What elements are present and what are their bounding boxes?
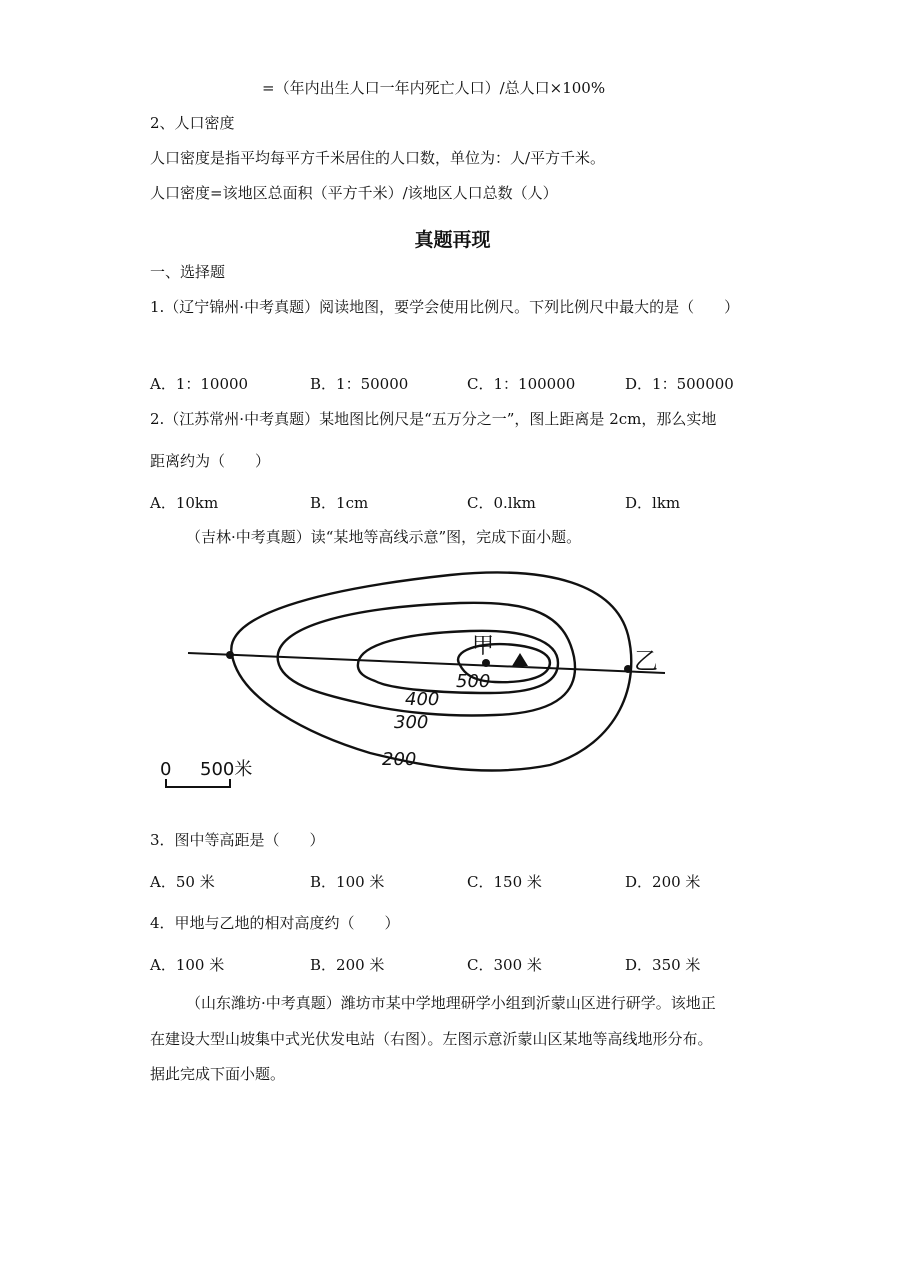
- question-1-option-b[interactable]: B．1：50000: [310, 375, 409, 393]
- question-4-option-c[interactable]: C．300 米: [467, 956, 542, 974]
- question-1-option-d[interactable]: D．1：500000: [625, 375, 734, 393]
- point-jia-dot: [482, 659, 490, 667]
- question-2-option-b[interactable]: B．1cm: [310, 494, 369, 512]
- section-title: 真题再现: [414, 229, 491, 251]
- question-3-option-b[interactable]: B．100 米: [310, 873, 385, 891]
- contour-label-200: 200: [382, 749, 417, 770]
- shandong-intro-line3: 据此完成下面小题。: [150, 1065, 286, 1083]
- contour-label-300: 300: [394, 712, 429, 733]
- jilin-intro: （吉林·中考真题）读“某地等高线示意”图，完成下面小题。: [186, 528, 582, 546]
- contour-map: [150, 565, 670, 795]
- summit-triangle: [512, 653, 528, 666]
- question-4-option-a[interactable]: A．100 米: [150, 956, 225, 974]
- point-left: [226, 651, 234, 659]
- question-4-option-d[interactable]: D．350 米: [625, 956, 701, 974]
- density-heading: 2、人口密度: [150, 114, 235, 132]
- question-3-option-c[interactable]: C．150 米: [467, 873, 542, 891]
- scale-label: 500米: [200, 759, 253, 780]
- shandong-intro-line2: 在建设大型山坡集中式光伏发电站（右图）。左图示意沂蒙山区某地等高线地形分布。: [150, 1030, 713, 1048]
- question-4-option-b[interactable]: B．200 米: [310, 956, 385, 974]
- question-2-stem-line2: 距离约为（ ）: [150, 452, 271, 470]
- contour-label-400: 400: [405, 689, 440, 710]
- label-jia: 甲: [472, 634, 495, 659]
- point-yi-dot: [624, 665, 632, 673]
- shandong-intro-line1: （山东潍坊·中考真题）潍坊市某中学地理研学小组到沂蒙山区进行研学。该地正: [186, 994, 716, 1012]
- section-type: 一、选择题: [150, 263, 226, 281]
- density-definition: 人口密度是指平均每平方千米居住的人口数，单位为：人/平方千米。: [150, 149, 606, 167]
- question-3-option-d[interactable]: D．200 米: [625, 873, 701, 891]
- contour-200: [231, 573, 631, 771]
- question-1-option-a[interactable]: A．1：10000: [150, 375, 249, 393]
- question-2-option-c[interactable]: C．0.lkm: [467, 494, 536, 512]
- scale-zero: 0: [160, 759, 172, 780]
- label-yi: 乙: [634, 647, 658, 675]
- question-2-stem-line1: 2.（江苏常州·中考真题）某地图比例尺是“五万分之一”，图上距离是 2cm，那么实地: [150, 410, 717, 428]
- question-2-option-d[interactable]: D．lkm: [625, 494, 681, 512]
- question-2-option-a[interactable]: A．10km: [150, 494, 219, 512]
- question-1-option-c[interactable]: C．1：100000: [467, 375, 576, 393]
- contour-label-500: 500: [456, 671, 491, 692]
- scale-bar: [166, 779, 230, 787]
- question-3-option-a[interactable]: A．50 米: [150, 873, 215, 891]
- density-formula: 人口密度=该地区总面积（平方千米）/该地区人口总数（人）: [150, 184, 558, 202]
- question-3-stem: 3．图中等高距是（ ）: [150, 831, 325, 849]
- formula-line: =（年内出生人口一年内死亡人口）/总人口×100%: [262, 79, 606, 97]
- section-line: [188, 653, 665, 673]
- question-1-stem: 1.（辽宁锦州·中考真题）阅读地图，要学会使用比例尺。下列比例尺中最大的是（ ）: [150, 298, 740, 316]
- question-4-stem: 4．甲地与乙地的相对高度约（ ）: [150, 914, 400, 932]
